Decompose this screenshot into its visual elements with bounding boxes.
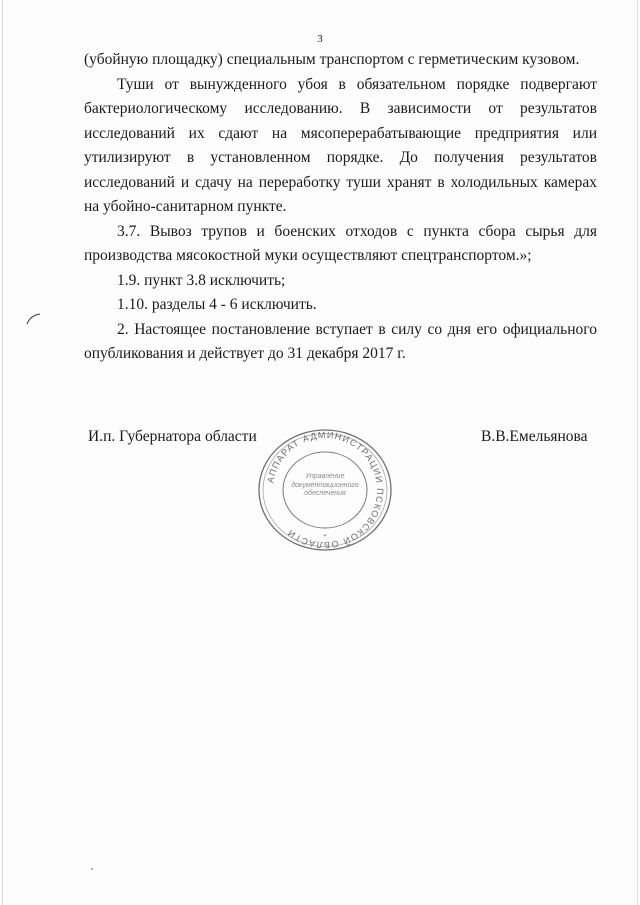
stamp-ring-text: АППАРАТ АДМИНИСТРАЦИИ ПСКОВСКОЙ ОБЛАСТИ (265, 429, 386, 551)
stamp-center-line: документационного (291, 481, 359, 489)
signatory-position: И.п. Губернатора области (88, 428, 257, 445)
body-paragraph: 1.10. разделы 4 - 6 исключить. (117, 296, 317, 313)
scan-speck (91, 868, 93, 870)
document-body (84, 48, 597, 367)
body-paragraph: 1.9. пункт 3.8 исключить; (117, 271, 286, 289)
stamp-center-text (286, 473, 364, 499)
signatory-name: В.В.Емельянова (481, 428, 588, 445)
svg-text:*: * (323, 533, 327, 541)
margin-pen-mark (26, 312, 42, 330)
body-paragraph: 2. Настоящее постановление вступает в силу со дня его официального опубликования и действует до 31 декабря 2017 г. (84, 320, 597, 362)
official-stamp (254, 425, 396, 555)
body-paragraph: Туши от вынужденного убоя в обязательном порядке подвергают бактериологическому исследованию. В зависимости от результатов исследований их сдают на мясоперерабатывающие предприятия или утилизируют в установленном порядке. До получения результатов исследований и сдачу на переработку туши хранят в холодильных камерах на убойно-санитарном пункте. (84, 75, 597, 215)
scan-edge-left (2, 0, 3, 905)
page-number: 3 (317, 33, 323, 45)
body-paragraph: 3.7. Вывоз трупов и боенских отходов с пункта сбора сырья для производства мясокостной муки осуществляют спецтранспортом.»; (84, 222, 597, 264)
stamp-center-line: Управление (305, 473, 345, 480)
body-paragraph: (убойную площадку) специальным транспортом с герметическим кузовом. (84, 51, 580, 68)
stamp-center-line: обеспечения (304, 490, 346, 497)
scan-edge-right (637, 0, 638, 905)
